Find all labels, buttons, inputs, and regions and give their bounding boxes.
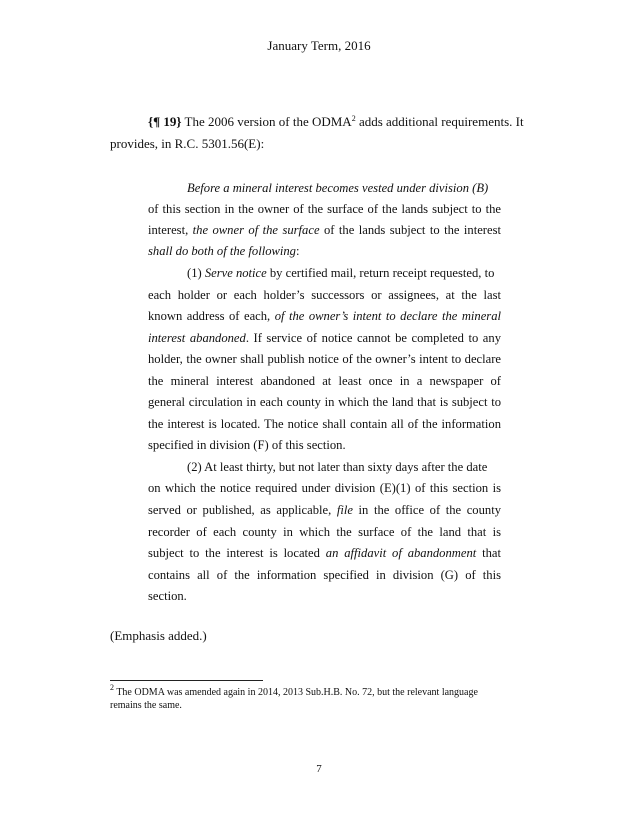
quote-line: the mineral interest abandoned at least once in a newspaper of [148,374,501,388]
running-header: January Term, 2016 [267,38,371,53]
paragraph-marker: {¶ 19} [148,114,182,129]
quote-line [148,545,501,561]
paragraph-text: The 2006 version of the ODMA [181,114,352,129]
quote-text: in the office of the county [352,503,501,517]
quote-line: holder, the owner shall publish notice of the owner’s intent to declare [148,352,501,366]
quote-text-italic: the owner of the surface [192,223,320,237]
quote-line: on which the notice required under division (E)(1) of this section is [148,481,501,495]
quote-text: . If service of notice cannot be completed to any [245,331,501,345]
quote-text-italic: shall do both of the following [148,244,296,258]
quote-line: recorder of each county in which the surface of the land that is [148,525,501,539]
quote-text-italic: Serve notice [204,266,267,280]
quote-line: of this section in the owner of the surface of the lands subject to the [148,202,501,216]
quote-line: section. [148,589,187,603]
emphasis-note: (Emphasis added.) [110,628,207,643]
quote-line: (2) At least thirty, but not later than sixty days after the date [187,460,488,474]
quote-line [148,502,501,518]
quote-text: : [295,244,300,258]
quote-text: of the lands subject to the interest [319,223,501,237]
quote-text: by certified mail, return receipt requested, to [266,266,495,280]
quote-text-italic: of the owner’s intent to declare the mineral [274,309,501,323]
footnote-number: 2 [110,683,114,692]
paragraph-19-line-1 [148,114,524,130]
footnote-text: The ODMA was amended again in 2014, 2013 Sub.H.B. No. 72, but the relevant language [114,687,478,698]
page-number: 7 [316,763,322,775]
footnote-reference[interactable]: 2 [351,114,356,123]
quote-line [187,265,494,281]
paragraph-19-line-2: provides, in R.C. 5301.56(E): [110,136,265,151]
quote-text-italic: Before a mineral interest becomes vested under division (B) [187,181,489,195]
footnote-line-2: remains the same. [110,700,182,711]
quote-text: served or published, as applicable, [148,503,337,517]
footnote-divider [110,680,263,681]
paragraph-text: adds additional requirements. It [355,114,524,129]
quote-text: interest, [148,223,193,237]
quote-line: specified in division (F) of this section. [148,438,346,452]
quote-text: that [476,546,501,560]
quote-line: general circulation in each county in which the land that is subject to [148,395,501,409]
quote-line: the interest is located. The notice shall contain all of the information [148,417,501,431]
quote-text: (1) [187,266,205,280]
quote-line [148,222,501,238]
quote-text: subject to the interest is located [148,546,326,560]
footnote [110,683,478,699]
quote-line [148,243,299,259]
quote-line: contains all of the information specified in division (G) of this [148,568,501,582]
quote-line [187,180,488,196]
quote-line [148,330,501,346]
quote-text-italic: file [336,503,353,517]
quote-line [148,308,501,324]
quote-text-italic: interest abandoned [148,331,246,345]
quote-text: known address of each, [148,309,275,323]
quote-text-italic: an affidavit of abandonment [325,546,477,560]
quote-line: each holder or each holder’s successors or assignees, at the last [148,288,501,302]
